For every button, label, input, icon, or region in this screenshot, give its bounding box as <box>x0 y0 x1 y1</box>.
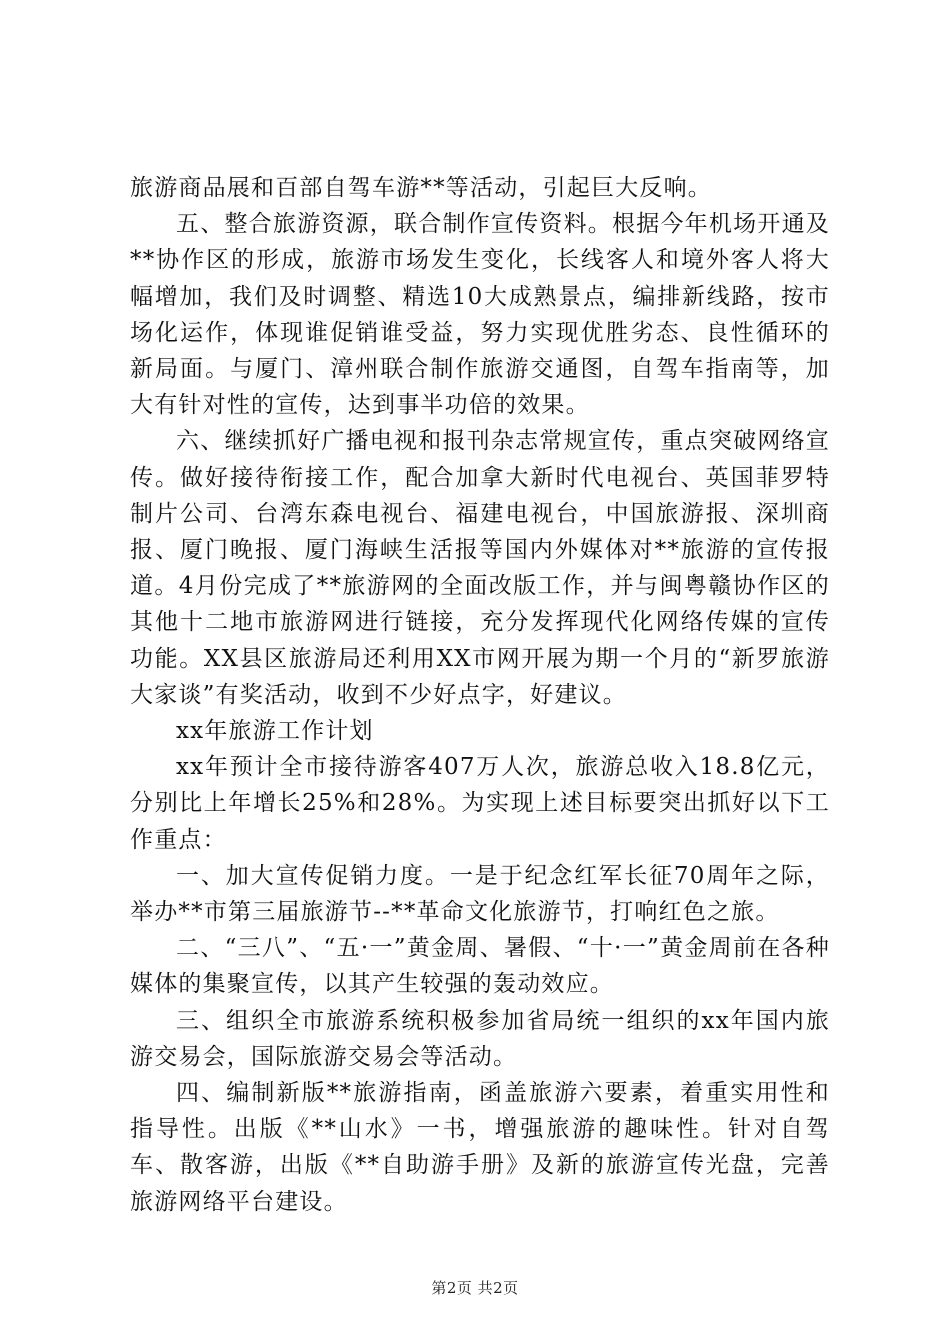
paragraph-plan-4: 四、编制新版**旅游指南，函盖旅游六要素，着重实用性和指导性。出版《**山水》一书，增强旅游的趣味性。针对自驾车、散客游，出版《**自助游手册》及新的旅游宣传光盘，完善旅游网络平台建设。 <box>130 1080 830 1215</box>
paragraph-item-5: 五、整合旅游资源，联合制作宣传资料。根据今年机场开通及**协作区的形成，旅游市场发生变化，长线客人和境外客人将大幅增加，我们及时调整、精选10大成熟景点，编排新线路，按市场化运作，体现谁促销谁受益，努力实现优胜劣态、良性循环的新局面。与厦门、漳州联合制作旅游交通图，自驾车指南等，加大有针对性的宣传，达到事半功倍的效果。 <box>130 211 830 419</box>
section-heading: xx年旅游工作计划 <box>176 718 374 745</box>
paragraph-plan-3: 三、组织全市旅游系统积极参加省局统一组织的xx年国内旅游交易会，国际旅游交易会等活动。 <box>130 1007 830 1070</box>
paragraph-plan-1: 一、加大宣传促销力度。一是于纪念红军长征70周年之际，举办**市第三届旅游节--**革命文化旅游节，打响红色之旅。 <box>130 862 830 926</box>
paragraph-plan-2: 二、“三八”、“五·一”黄金周、暑假、“十·一”黄金周前在各种媒体的集聚宣传，以其产生较强的轰动效应。 <box>130 935 830 998</box>
page-footer: 第2页 共2页 <box>431 1279 519 1297</box>
document-body <box>130 170 830 1220</box>
paragraph-item-6: 六、继续抓好广播电视和报刊杂志常规宣传，重点突破网络宣传。做好接待衔接工作，配合加拿大新时代电视台、英国菲罗特制片公司、台湾东森电视台、福建电视台，中国旅游报、深圳商报、厦门晚报、厦门海峡生活报等国内外媒体对**旅游的宣传报道。4月份完成了**旅游网的全面改版工作，并与闽粤赣协作区的其他十二地市旅游网进行链接，充分发挥现代化网络传媒的宣传功能。XX县区旅游局还利用XX市网开展为期一个月的“新罗旅游大家谈”有奖活动，收到不少好点字，好建议。 <box>130 428 830 708</box>
paragraph-continuation: 旅游商品展和百部自驾车游**等活动，引起巨大反响。 <box>130 175 712 201</box>
paragraph-plan-intro: xx年预计全市接待游客407万人次，旅游总收入18.8亿元，分别比上年增长25%和28%。为实现上述目标要突出抓好以下工作重点： <box>130 754 830 853</box>
